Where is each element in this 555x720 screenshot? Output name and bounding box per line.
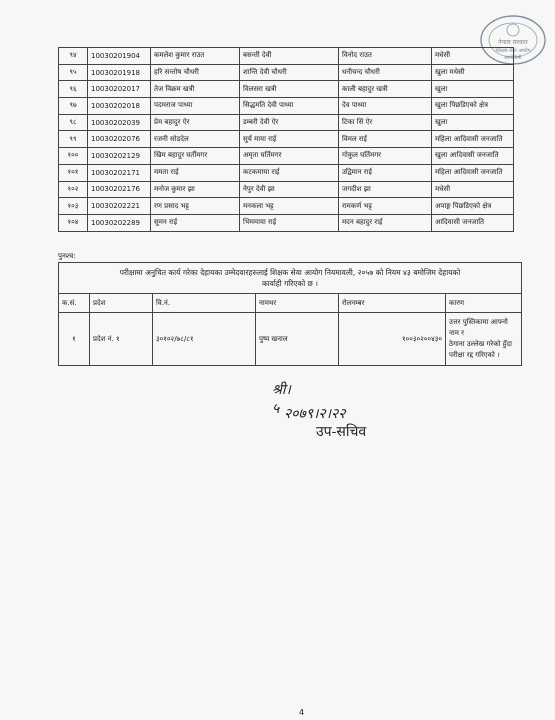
cell-father-name: धनीचन्द चौधरी <box>339 64 432 81</box>
cell-group: खुला पिछडिएको क्षेत्र <box>432 98 514 115</box>
cell-father-name: मदन बहादुर राई <box>339 214 432 231</box>
cell-serial: १०३ <box>59 198 88 215</box>
cell-serial: १०१ <box>59 164 88 181</box>
cell-candidate-name: सुमन राई <box>151 214 240 231</box>
table-row <box>59 198 514 215</box>
cell-group: मधेसी <box>432 48 514 65</box>
reason-line-1: उत्तर पुस्तिकामा आफ्नो नाम र <box>449 318 508 337</box>
cell-roll: १००३०२००४३० <box>339 313 446 366</box>
cell-group: महिला आदिवासी जनजाति <box>432 164 514 181</box>
cell-mother-name: सुर्य माया राई <box>240 131 339 148</box>
seal-text-1: नेपाल सरकार <box>498 39 528 46</box>
cell-father-name: उद्विमान राई <box>339 164 432 181</box>
signature-mark: श्री।५ <box>272 382 291 417</box>
cell-group: अपाङ्ग पिछडिएको क्षेत्र <box>432 198 514 215</box>
cell-mother-name: डम्बरी देवी ऐर <box>240 114 339 131</box>
table-row <box>59 114 514 131</box>
cell-group: आदिवासी जनजाति <box>432 214 514 231</box>
cell-father-name: देव पाध्या <box>339 98 432 115</box>
cell-roll-number: 10030202017 <box>88 81 151 98</box>
cell-candidate-name: हरि सन्तोष चौधरी <box>151 64 240 81</box>
cell-candidate-name: मनोज कुमार झा <box>151 181 240 198</box>
cell-mother-name: मनकला भट्ट <box>240 198 339 215</box>
cell-province: प्रदेश नं. १ <box>90 313 153 366</box>
cell-roll-number: 10030202129 <box>88 148 151 165</box>
signature-date: २०७९।२।२२ <box>284 406 346 422</box>
cell-roll-number: 10030201918 <box>88 64 151 81</box>
cell-serial: ९८ <box>59 114 88 131</box>
results-table <box>58 47 514 232</box>
cell-roll-number: 10030201904 <box>88 48 151 65</box>
cell-mother-name: शान्ति देवी चौधरी <box>240 64 339 81</box>
cell-candidate-name: खिम बहादुर घर्तीमगर <box>151 148 240 165</box>
cell-mother-name: भिममाया राई <box>240 214 339 231</box>
cell-mother-name: सिद्धमति देवी पाध्या <box>240 98 339 115</box>
disciplinary-note <box>59 263 522 294</box>
cell-vino: ३०१०२/७८/८१ <box>153 313 256 366</box>
cell-serial: ९५ <box>59 64 88 81</box>
cell-father-name: जगदीश झा <box>339 181 432 198</box>
table-row <box>59 131 514 148</box>
table-row <box>59 313 522 366</box>
cell-father-name: गोकुल घर्तिमगर <box>339 148 432 165</box>
cell-sn: १ <box>59 313 90 366</box>
cell-mother-name: कटकमाया राई <box>240 164 339 181</box>
cell-group: खुला <box>432 114 514 131</box>
supplement-heading: पुनश्च: <box>58 252 76 260</box>
cell-candidate-name: पदमराज पाध्या <box>151 98 240 115</box>
cell-father-name: काली बहादुर खत्री <box>339 81 432 98</box>
cell-candidate-name: कमलेश कुमार राउत <box>151 48 240 65</box>
cell-mother-name: अमृता घर्तिमगर <box>240 148 339 165</box>
col-header-roll: रोलनम्बर <box>339 294 446 313</box>
table-row <box>59 181 514 198</box>
cell-serial: ९९ <box>59 131 88 148</box>
reason-line-2: ठेगाना उल्लेख गरेको हुँदा <box>449 340 512 348</box>
cell-group: खुला मधेसी <box>432 64 514 81</box>
seal-text-2: शिक्षक सेवा आयोग <box>495 48 531 54</box>
cell-candidate-name: ममता राई <box>151 164 240 181</box>
cell-group: मधेसी <box>432 181 514 198</box>
cell-candidate-name: प्रेम बहादुर ऐर <box>151 114 240 131</box>
seal-text-3: सानोठिमी <box>504 55 522 61</box>
col-header-name: नामथर <box>256 294 339 313</box>
disciplinary-table <box>58 262 522 366</box>
table-row <box>59 48 514 65</box>
cell-name: पुष्प खनाल <box>256 313 339 366</box>
cell-father-name: टिका सिं ऐर <box>339 114 432 131</box>
table-row <box>59 214 514 231</box>
table-row <box>59 81 514 98</box>
table-row <box>59 64 514 81</box>
table-header-row <box>59 294 522 313</box>
cell-mother-name: बसन्ती देवी <box>240 48 339 65</box>
cell-roll-number: 10030202176 <box>88 181 151 198</box>
note-line-1: परीक्षामा अनुचित कार्य गरेका देहायका उम्मेदवारहरुलाई शिक्षक सेवा आयोग नियमावली, २०५७ को नियम ४३ बमोजिम देहायको <box>119 268 461 277</box>
col-header-province: प्रदेश <box>90 294 153 313</box>
cell-group: खुला <box>432 81 514 98</box>
cell-father-name: रामकर्ण भट्ट <box>339 198 432 215</box>
cell-mother-name: नेपुर देवी झा <box>240 181 339 198</box>
note-line-2: कार्वाही गरिएको छ । <box>261 279 319 288</box>
cell-roll-number: 10030202221 <box>88 198 151 215</box>
col-header-reason: कारण <box>446 294 522 313</box>
cell-reason <box>446 313 522 366</box>
cell-father-name: विनोद राउत <box>339 48 432 65</box>
cell-serial: १०२ <box>59 181 88 198</box>
cell-serial: ९६ <box>59 81 88 98</box>
cell-mother-name: विलसरा खत्री <box>240 81 339 98</box>
cell-roll-number: 10030202289 <box>88 214 151 231</box>
cell-serial: १०४ <box>59 214 88 231</box>
cell-roll-number: 10030202039 <box>88 114 151 131</box>
cell-candidate-name: रजनी सोडदेल <box>151 131 240 148</box>
cell-roll-number: 10030202171 <box>88 164 151 181</box>
table-row <box>59 148 514 165</box>
cell-group: महिला आदिवासी जनजाति <box>432 131 514 148</box>
table-row <box>59 98 514 115</box>
page-number: 4 <box>299 708 305 717</box>
cell-father-name: विमल राई <box>339 131 432 148</box>
cell-roll-number: 10030202076 <box>88 131 151 148</box>
cell-group: खुला आदिवासी जनजाति <box>432 148 514 165</box>
cell-serial: ९४ <box>59 48 88 65</box>
cell-roll-number: 10030202018 <box>88 98 151 115</box>
cell-candidate-name: रण प्रसाद भट्ट <box>151 198 240 215</box>
signature-title: उप-सचिव <box>316 424 367 440</box>
cell-candidate-name: तेज विक्रम खत्री <box>151 81 240 98</box>
col-header-sn: क.सं. <box>59 294 90 313</box>
reason-line-3: परीक्षा रद्द गरिएको । <box>449 351 500 359</box>
cell-serial: १०० <box>59 148 88 165</box>
cell-serial: ९७ <box>59 98 88 115</box>
col-header-vino: वि.नं. <box>153 294 256 313</box>
table-row <box>59 164 514 181</box>
